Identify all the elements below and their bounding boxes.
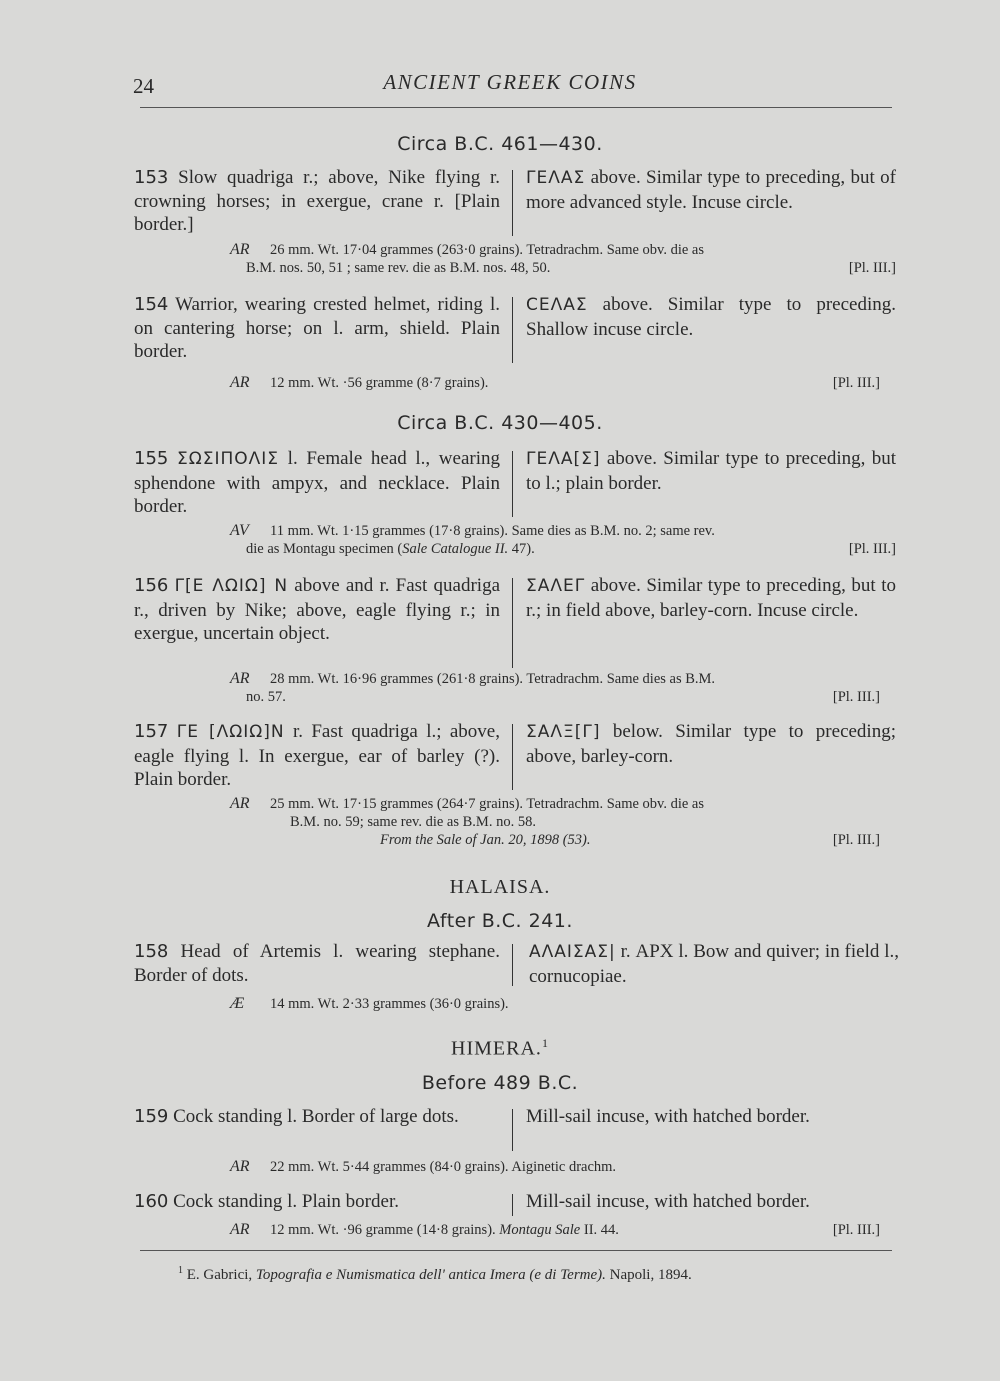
details-156: AR 28 mm. Wt. 16·96 grammes (261·8 grains). Tetradrachm. Same dies as B.M. no. 57. [Pl. III.] bbox=[230, 670, 880, 705]
obverse-description: 155 ΣΩΣΙΠΟΛΙΣ l. Female head l., wearing sphendone with ampyx, and necklace. Plain border. bbox=[134, 448, 501, 517]
obverse-description: 160 Cock standing l. Plain border. bbox=[134, 1191, 399, 1212]
reverse-legend: CΕΛΑΣ bbox=[526, 295, 588, 315]
column-divider bbox=[512, 578, 513, 668]
entry-number: 160 bbox=[134, 1191, 169, 1212]
obverse-description: 153 Slow quadriga r.; above, Nike flying r. crowning horses; in exergue, crane r. [Plain border.] bbox=[134, 167, 501, 235]
column-divider bbox=[512, 944, 513, 986]
metal-symbol: AR bbox=[230, 670, 250, 687]
obverse-description: 157 ΓΕ [ΛΩΙΩ]Ν r. Fast quadriga l.; above, eagle flying l. In exergue, ear of barley (?). Plain border. bbox=[134, 721, 500, 790]
obverse-description: 156 Γ[Ε ΛΩΙΩ] Ν above and r. Fast quadriga r., driven by Nike; above, eagle flying r.; in exergue, uncertain object. bbox=[134, 575, 500, 644]
section-heading-430-405: Circa B.C. 430—405. bbox=[397, 412, 603, 434]
details-153: AR 26 mm. Wt. 17·04 grammes (263·0 grains). Tetradrachm. Same obv. die as B.M. nos. 50, 51 ; same rev. die as B.M. nos. 48, 50. [Pl. III.] bbox=[230, 241, 896, 276]
footnote-marker: 1 bbox=[541, 1036, 549, 1050]
section-heading-before-489: Before 489 B.C. bbox=[421, 1072, 579, 1094]
plate-reference: [Pl. III.] bbox=[848, 541, 896, 557]
column-divider bbox=[512, 1194, 513, 1216]
plate-reference: [Pl. III.] bbox=[832, 1222, 880, 1238]
details-157: AR 25 mm. Wt. 17·15 grammes (264·7 grains). Tetradrachm. Same obv. die as B.M. no. 59; same rev. die as B.M. no. 58. From the Sale of Jan. 20, 1898 (53). [Pl. III.] bbox=[230, 795, 880, 848]
reverse-description: ΑΛΑΙΣΑΣ| r. ΑΡΧ l. Bow and quiver; in field l., cornucopiae. bbox=[529, 941, 899, 987]
obverse-description: 159 Cock standing l. Border of large dots. bbox=[134, 1106, 459, 1127]
plate-reference: [Pl. III.] bbox=[832, 689, 880, 705]
reverse-description: ΓΕΛΑΣ above. Similar type to preceding, but of more advanced style. Incuse circle. bbox=[526, 167, 896, 213]
entry-number: 159 bbox=[134, 1106, 169, 1127]
metal-symbol: AR bbox=[230, 374, 250, 391]
section-heading-461-430: Circa B.C. 461—430. bbox=[397, 133, 603, 155]
reverse-legend: ΑΛΑΙΣΑΣ| bbox=[529, 942, 616, 962]
metal-symbol: AR bbox=[230, 1221, 250, 1238]
reverse-description: ΓΕΛΑ[Σ] above. Similar type to preceding, but to l.; plain border. bbox=[526, 448, 896, 494]
reverse-legend: ΣΑΛΕΓ bbox=[526, 576, 586, 596]
obverse-legend: ΓΕ [ΛΩΙΩ]Ν bbox=[176, 722, 285, 742]
obverse-description: 158 Head of Artemis l. wearing stephane. Border of dots. bbox=[134, 941, 500, 986]
reverse-legend: ΣΑΛΞ[Γ] bbox=[526, 722, 601, 742]
details-154: AR 12 mm. Wt. ·56 gramme (8·7 grains). [Pl. III.] bbox=[230, 374, 880, 391]
details-155: AV 11 mm. Wt. 1·15 grammes (17·8 grains). Same dies as B.M. no. 2; same rev. die as Montagu specimen (Sale Catalogue II. 47). [Pl. III.] bbox=[230, 522, 896, 557]
footnote-rule bbox=[140, 1250, 892, 1251]
reverse-legend: ΓΕΛΑ[Σ] bbox=[526, 449, 601, 469]
running-head: ANCIENT GREEK COINS bbox=[383, 70, 637, 94]
details-159: AR 22 mm. Wt. 5·44 grammes (84·0 grains). Aiginetic drachm. bbox=[230, 1158, 617, 1175]
column-divider bbox=[512, 297, 513, 363]
reverse-description: Mill-sail incuse, with hatched border. bbox=[526, 1106, 810, 1127]
footnote-number: 1 bbox=[178, 1265, 183, 1276]
plate-reference: [Pl. III.] bbox=[832, 375, 880, 391]
column-divider bbox=[512, 1109, 513, 1151]
plate-reference: [Pl. III.] bbox=[848, 260, 896, 276]
place-heading-himera: HIMERA.$^1$ bbox=[451, 1036, 549, 1060]
entry-number: 158 bbox=[134, 941, 169, 962]
details-158: Æ 14 mm. Wt. 2·33 grammes (36·0 grains). bbox=[230, 995, 509, 1012]
section-heading-after-241: After B.C. 241. bbox=[427, 910, 573, 932]
obverse-description: 154 Warrior, wearing crested helmet, riding l. on cantering horse; on l. arm, shield. Plain border. bbox=[134, 294, 500, 362]
metal-symbol: AV bbox=[230, 522, 249, 539]
metal-symbol: AR bbox=[230, 1158, 250, 1175]
reverse-description: ΣΑΛΞ[Γ] below. Similar type to preceding; above, barley-corn. bbox=[526, 721, 896, 767]
obverse-legend: ΣΩΣΙΠΟΛΙΣ bbox=[177, 449, 280, 469]
metal-symbol: AR bbox=[230, 795, 250, 812]
plate-reference: [Pl. III.] bbox=[832, 832, 880, 848]
entry-number: 155 bbox=[134, 448, 169, 469]
metal-symbol: Æ bbox=[230, 995, 245, 1012]
place-heading-halaisa: HALAISA. bbox=[449, 876, 551, 898]
details-160: AR 12 mm. Wt. ·96 gramme (14·8 grains). Montagu Sale II. 44. [Pl. III.] bbox=[230, 1221, 880, 1238]
column-divider bbox=[512, 724, 513, 790]
column-divider bbox=[512, 451, 513, 517]
footnote: $^1$ E. Gabrici, Topografia e Numismatica dell' antica Imera (e di Terme). Napoli, 1894. bbox=[178, 1265, 692, 1283]
entry-number: 157 bbox=[134, 721, 169, 742]
header-rule bbox=[140, 107, 892, 108]
entry-number: 153 bbox=[134, 167, 169, 188]
page-number: 24 bbox=[133, 74, 154, 98]
reverse-description: Mill-sail incuse, with hatched border. bbox=[526, 1191, 810, 1212]
entry-number: 154 bbox=[134, 294, 169, 315]
reverse-description: ΣΑΛΕΓ above. Similar type to preceding, but to r.; in field above, barley-corn. Incuse circle. bbox=[526, 575, 896, 621]
entry-number: 156 bbox=[134, 575, 169, 596]
obverse-legend: Γ[Ε ΛΩΙΩ] Ν bbox=[174, 576, 289, 596]
reverse-legend: ΓΕΛΑΣ bbox=[526, 168, 586, 188]
reverse-description: CΕΛΑΣ above. Similar type to preceding. Shallow incuse circle. bbox=[526, 294, 896, 340]
metal-symbol: AR bbox=[230, 241, 250, 258]
column-divider bbox=[512, 170, 513, 236]
